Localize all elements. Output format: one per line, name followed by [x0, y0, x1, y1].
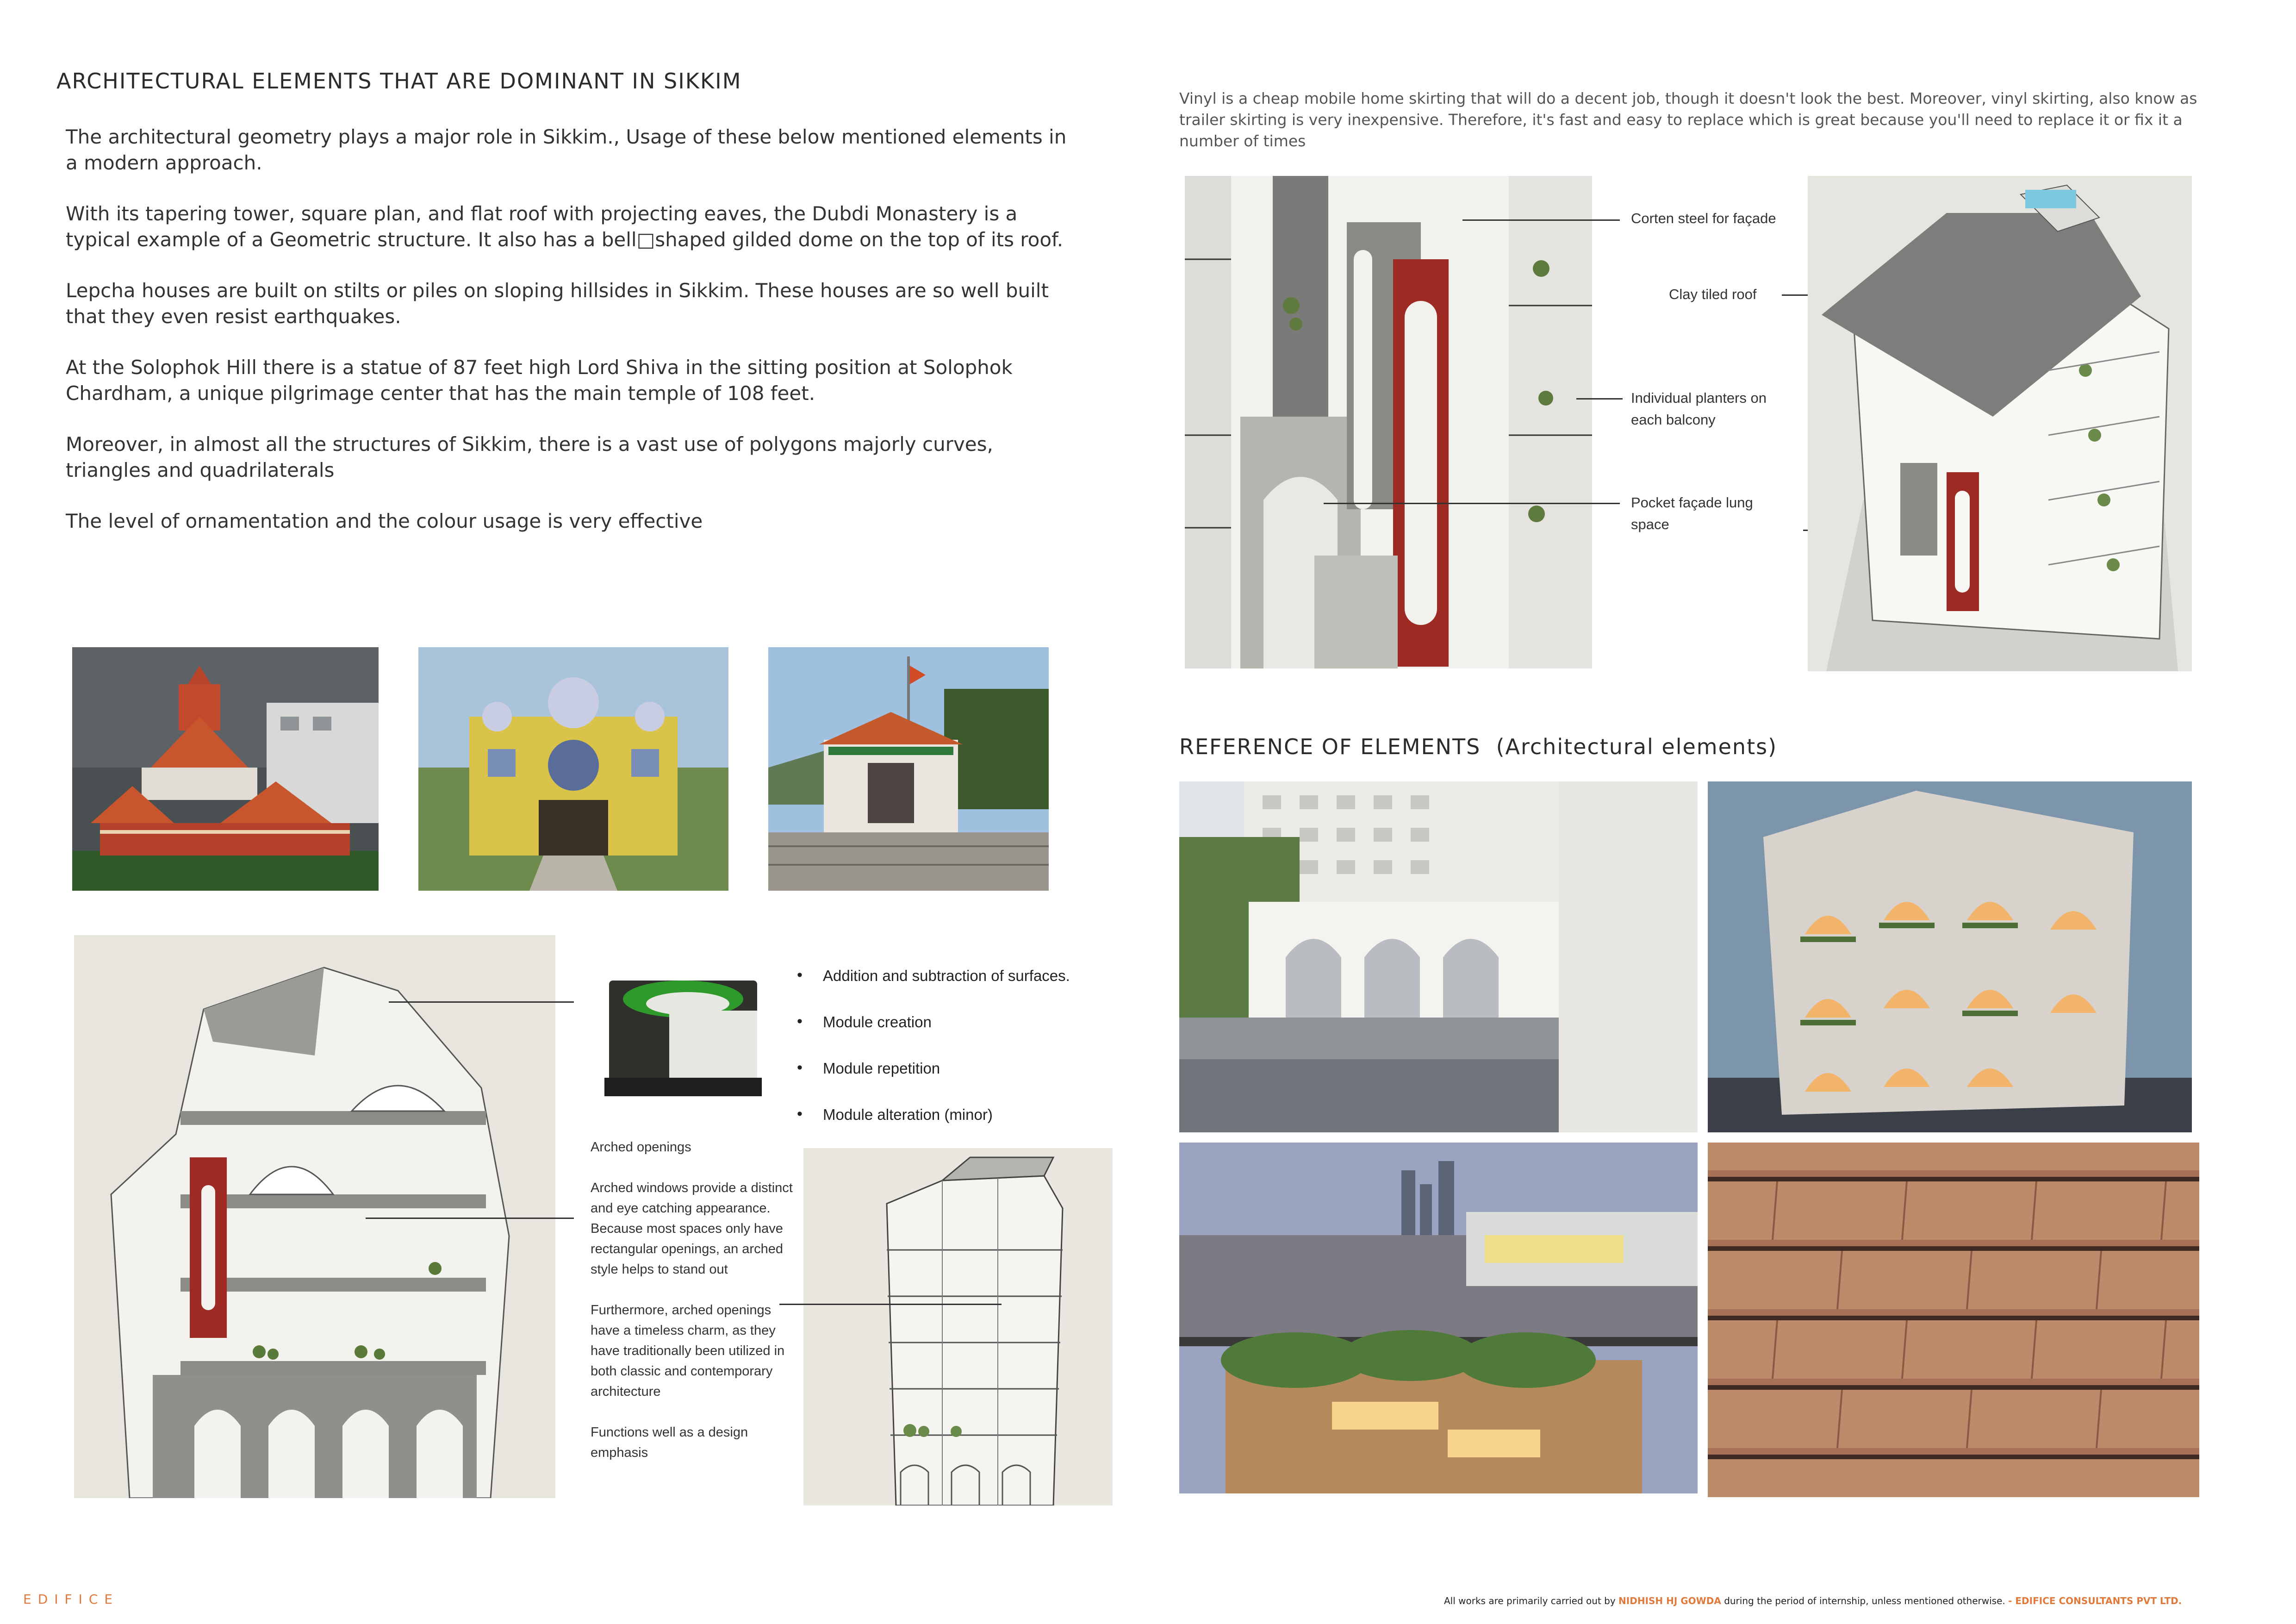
intro-text — [66, 124, 1075, 559]
temple-photo-3 — [768, 647, 1049, 891]
reference-photo-arches — [1179, 781, 1698, 1132]
paragraph: Lepcha houses are built on stilts or piles on sloping hillsides in Sikkim. These houses are so well built that they even resist earthquakes. — [66, 279, 1049, 328]
paragraph: Moreover, in almost all the structures of Sikkim, there is a vast use of polygons majorly curves, triangles and quadrilaterals — [66, 433, 993, 481]
credit-prefix: All works are primarily carried out by — [1444, 1595, 1616, 1606]
label-clay-roof: Clay tiled roof — [1669, 286, 1757, 302]
reference-photo-clay-tiles — [1708, 1143, 2199, 1497]
vinyl-text: Vinyl is a cheap mobile home skirting that will do a decent job, though it doesn't look the best. Moreover, vinyl skirting, also know as trailer skirting is very inexpensive. Therefore, it's fast and easy to replace which is great because you'll need to replace it or fix it a number of times — [1179, 89, 2197, 150]
callout-line — [389, 1001, 574, 1003]
credit-company: - EDIFICE CONSULTANTS PVT LTD. — [2008, 1595, 2182, 1606]
page-title: ARCHITECTURAL ELEMENTS THAT ARE DOMINANT IN SIKKIM — [56, 69, 742, 94]
label-pocket-facade: Pocket façade lung space — [1631, 494, 1753, 532]
facade-render — [1185, 176, 1592, 668]
paragraph: Functions well as a design emphasis — [591, 1425, 748, 1460]
paragraph: Furthermore, arched openings have a timeless charm, as they have traditionally been utilized in both classic and contemporary architecture — [591, 1303, 785, 1399]
list-item: • Module creation — [797, 1013, 1121, 1031]
temple-photo-2 — [418, 647, 728, 891]
temple-photo-1 — [72, 647, 379, 891]
credit-middle: during the period of internship, unless mentioned otherwise. — [1724, 1595, 2005, 1606]
paragraph: With its tapering tower, square plan, and flat roof with projecting eaves, the Dubdi Monastery is a typical example of a Geometric structure. It also has a bell□shaped gilded dome on the top of its roof. — [66, 202, 1064, 251]
reference-subtitle: (Architectural elements) — [1496, 734, 1778, 759]
module-render — [600, 967, 765, 1104]
credit-name: NIDHISH HJ GOWDA — [1618, 1595, 1721, 1606]
facade-sketch-large — [74, 935, 555, 1498]
arched-title: Arched openings — [591, 1140, 691, 1155]
list-item: • Addition and subtraction of surfaces. — [797, 967, 1121, 985]
brand-logo: EDIFICE — [23, 1592, 119, 1607]
list-item: • Module alteration (minor) — [797, 1106, 1121, 1124]
callout-line — [366, 1218, 574, 1219]
footer-credit — [1444, 1595, 2277, 1606]
paragraph: Arched windows provide a distinct and eye catching appearance. Because most spaces only have rectangular openings, an arched style helps to stand out — [591, 1181, 793, 1277]
building-render — [1808, 176, 2192, 671]
arched-openings-text — [591, 1137, 799, 1483]
label-corten: Corten steel for façade — [1631, 210, 1776, 226]
callout-line — [1324, 503, 1620, 504]
paragraph: The architectural geometry plays a major role in Sikkim., Usage of these below mentioned elements in a modern approach. — [66, 125, 1067, 174]
callout-line — [1462, 219, 1620, 221]
paragraph: The level of ornamentation and the colour usage is very effective — [66, 510, 703, 532]
reference-heading — [1179, 734, 1777, 759]
callout-line — [1576, 398, 1623, 400]
paragraph: At the Solophok Hill there is a statue of 87 feet high Lord Shiva in the sitting position at Solophok Chardham, a unique pilgrimage center that has the main temple of 108 feet. — [66, 356, 1013, 405]
design-bullets — [797, 967, 1121, 1152]
reference-title: REFERENCE OF ELEMENTS — [1179, 734, 1481, 759]
label-planters: Individual planters on each balcony — [1631, 390, 1767, 428]
reference-photo-balconies — [1708, 781, 2192, 1132]
list-item: • Module repetition — [797, 1059, 1121, 1078]
tower-sketch — [803, 1148, 1113, 1505]
callout-line — [779, 1304, 1002, 1305]
reference-photo-planters — [1179, 1143, 1698, 1493]
